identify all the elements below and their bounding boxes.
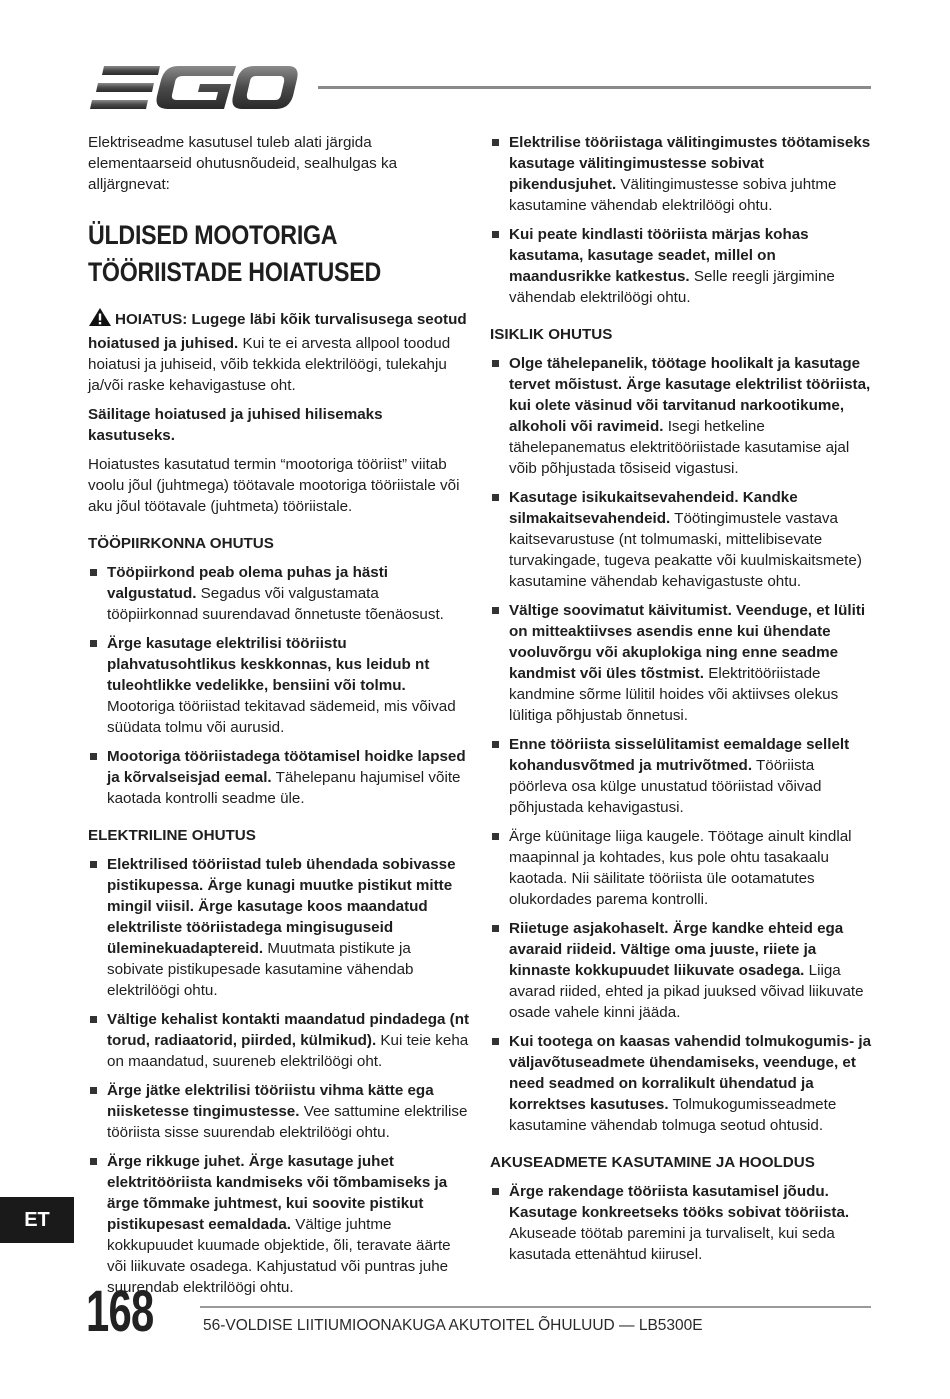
list-item: Elektrilised tööriistad tuleb ühendada sobivasse pistikupessa. Ärge kunagi muutke pistikut mitte mingil viisil. Ärge kasutage koos maandatud elektriliste tööriistadega mingisuguseid üleminekuadaptereid. Muutmata pistikute ja sobivate pistikupesade kasutamine vähendab elektrilöögi ohtu. xyxy=(88,854,470,1001)
intro-text: Elektriseadme kasutusel tuleb alati järgida elementaarseid ohutusnõudeid, sealhulgas ka alljärgnevat: xyxy=(88,134,398,193)
header-rule xyxy=(318,86,871,89)
right-column xyxy=(490,132,872,1273)
footer-rule xyxy=(200,1306,871,1308)
footer-title: 56-VOLDISE LIITIUMIOONAKUGA AKUTOITEL ÕHULUUD — LB5300E xyxy=(203,1317,703,1334)
electrical-list-continued xyxy=(490,132,872,308)
list-item: Kasutage isikukaitsevahendeid. Kandke silmakaitsevahendeid. Töötingimustele vastava kaitsevarustuse (nt tolmumaski, mittelibisevate turvakingade, tugeva peakatte või kuulmiskaitsmete) kasutamine vähendab kehavigastuste ohtu. xyxy=(490,487,872,592)
personal-safety-list xyxy=(490,353,872,1136)
list-item: Vältige kehalist kontakti maandatud pindadega (nt torud, radiaatorid, piirded, külmikud). Kui teie keha on maandatud, suureneb elektrilöögi oht. xyxy=(88,1009,470,1072)
list-item: Tööpiirkond peab olema puhas ja hästi valgustatud. Segadus või valgustamata tööpiirkonnad suurendavad õnnetuste tõenäosust. xyxy=(88,562,470,625)
list-item: Vältige soovimatut käivitumist. Veenduge, et lüliti on mitteaktiivses asendis enne kui ühendate vooluvõrgu või akuplokiga ning enne seadme kandmist või üles tõstmist. Elektritööriistade kandmine sõrme lülitil hoides või aktiivses olekus lülitiga põhjustab õnnetusi. xyxy=(490,600,872,726)
electrical-list xyxy=(88,854,470,1298)
list-item: Ärge rikkuge juhet. Ärge kasutage juhet elektritööriista kandmiseks või tõmbamiseks ja ärge tõmmake juhtmest, kui soovite pistikut pistikupesast eemaldada. Vältige juhtme kokkupuudet kuumade objektide, õli, teravate äärte või liikuvate osadega. Kahjustatud või puntras juhe suurendab elektrilöögi ohtu. xyxy=(88,1151,470,1298)
list-item: Mootoriga tööriistadega töötamisel hoidke lapsed ja kõrvalseisjad eemal. Tähelepanu hajumisel võite kaotada kontrolli seadme üle. xyxy=(88,746,470,809)
term-note: Hoiatustes kasutatud termin “mootoriga tööriist” viitab voolu jõul (juhtmega) töötavale mootoriga tööriistale või aku jõul töötavale (juhtmeta) tööriistale. xyxy=(88,456,460,515)
left-column xyxy=(88,132,470,1306)
language-tab: ET xyxy=(0,1197,74,1243)
section-heading-personal-safety: ISIKLIK OHUTUS xyxy=(490,326,613,343)
list-item: Kui tootega on kaasas vahendid tolmukogumis- ja väljavõtuseadmete ühendamiseks, veenduge, et need seadmed on korralikult ühendatud ja korrektses kasutuses. Tolmukogumisseadmete kasutamine vähendab tolmuga seotud ohtusid. xyxy=(490,1031,872,1136)
list-item: Elektrilise tööriistaga välitingimustes töötamiseks kasutage välitingimustesse sobivat pikendusjuhet. Välitingimustesse sobiva juhtme kasutamine vähendab elektrilöögi ohtu. xyxy=(490,132,872,216)
main-title: ÜLDISED MOOTORIGA TÖÖRIISTADE HOIATUSED xyxy=(88,220,382,287)
section-heading-electrical: ELEKTRILINE OHUTUS xyxy=(88,827,256,844)
warning-paragraph xyxy=(88,307,470,396)
section-heading-battery-tools: AKUSEADMETE KASUTAMINE JA HOOLDUS xyxy=(490,1154,815,1171)
list-item: Ärge rakendage tööriista kasutamisel jõudu. Kasutage konkreetseks tööks sobivat tööriista. Akuseade töötab paremini ja turvaliselt, kui seda kasutada ettenähtud kiirusel. xyxy=(490,1181,872,1265)
list-item: Ärge kasutage elektrilisi tööriistu plahvatusohtlikus keskkonnas, kus leidub nt tuleohtlikke vedelikke, bensiini või tolmu. Mootoriga tööriistad tekitavad sädemeid, mis võivad süüdata tolmu või aurusid. xyxy=(88,633,470,738)
ego-logo xyxy=(88,62,298,114)
list-item: Ärge küünitage liiga kaugele. Töötage ainult kindlal maapinnal ja kohtades, kus pole ohtu tasakaalu kaotada. Nii säilitate tööriista üle ootamatutes olukordades parema kontrolli. xyxy=(490,826,872,910)
list-item: Ärge jätke elektrilisi tööriistu vihma kätte ega niisketesse tingimustesse. Vee sattumine elektrilise tööriista sisse suurendab elektrilöögi ohtu. xyxy=(88,1080,470,1143)
list-item: Enne tööriista sisselülitamist eemaldage sellelt kohandusvõtmed ja mutrivõtmed. Tööriista pöörleva osa külge unustatud tööriistad võivad põhjustada kehavigastusi. xyxy=(490,734,872,818)
list-item: Kui peate kindlasti tööriista märjas kohas kasutama, kasutage seadet, millel on maandusrikke katkestus. Selle reegli järgimine vähendab elektrilöögi ohtu. xyxy=(490,224,872,308)
battery-tools-list xyxy=(490,1181,872,1265)
work-area-list xyxy=(88,562,470,809)
warning-text: Kui te ei arvesta allpool toodud hoiatusi ja juhiseid, võib tekkida elektrilöögi, tulekahju ja/või raske kehavigastuse oht. xyxy=(88,335,451,394)
section-heading-work-area: TÖÖPIIRKONNA OHUTUS xyxy=(88,535,274,552)
list-item: Riietuge asjakohaselt. Ärge kandke ehteid ega avaraid riideid. Vältige oma juuste, riiete ja kinnaste kokkupuudet liikuvate osadega. Liiga avarad riided, ehted ja pikad juuksed võivad liikuvate osade vahele kinni jääda. xyxy=(490,918,872,1023)
save-instructions-note: Säilitage hoiatused ja juhised hilisemaks kasutuseks. xyxy=(88,406,383,444)
warning-triangle-icon xyxy=(88,307,112,333)
warning-label: HOIATUS: Lugege läbi kõik turvalisusega seotud hoiatused ja juhised. xyxy=(88,311,467,352)
page-number: 168 xyxy=(86,1279,154,1344)
list-item: Olge tähelepanelik, töötage hoolikalt ja kasutage tervet mõistust. Ärge kasutage elektrilist tööriista, kui olete väsinud või tarvitanud narkootikume, alkoholi või ravimeid. Isegi hetkeline tähelepanematus elektritööriistade kasutamise ajal võib põhjustada tõsiseid vigastusi. xyxy=(490,353,872,479)
